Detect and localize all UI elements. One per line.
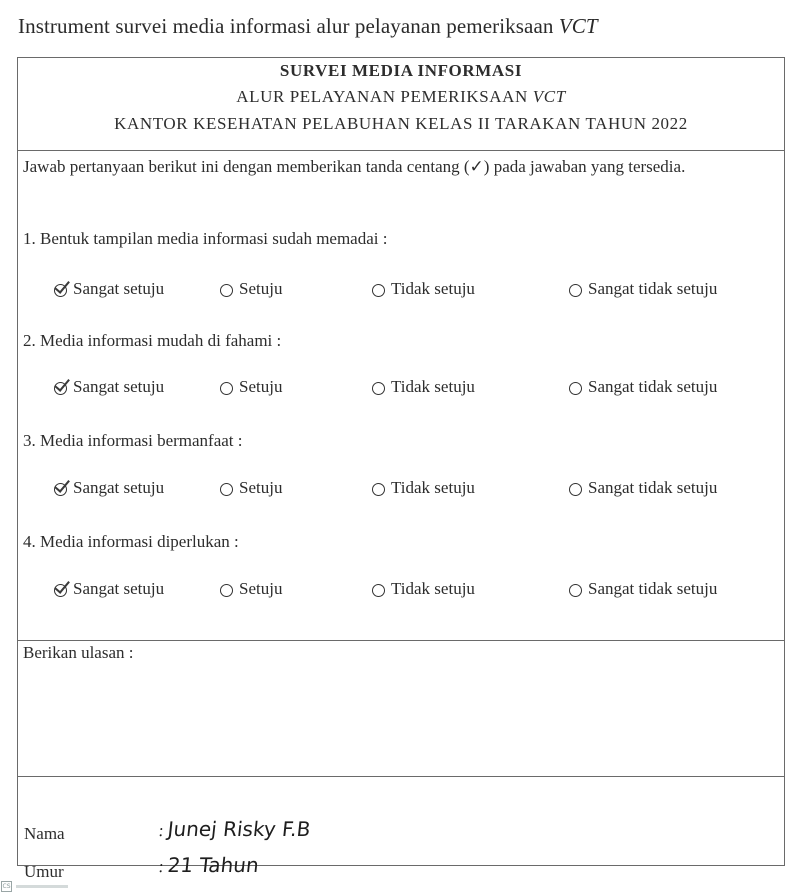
- question-label: 4. Media informasi diperlukan :: [23, 532, 239, 551]
- age-colon: :: [157, 857, 165, 876]
- answer-options: [18, 279, 784, 305]
- age-value: 21 Tahun: [166, 853, 260, 877]
- form-office: KANTOR KESEHATAN PELABUHAN KELAS II TARAKAN TAHUN 2022: [114, 114, 688, 133]
- name-colon: :: [157, 821, 165, 840]
- answer-option-label: Sangat setuju: [73, 579, 165, 598]
- form-subtitle-italic: VCT: [532, 87, 566, 106]
- name-value: Junej Risky F.B: [166, 817, 312, 841]
- checked-circle-icon[interactable]: [54, 382, 67, 395]
- answer-option[interactable]: [569, 579, 717, 599]
- circle-icon[interactable]: [569, 382, 582, 395]
- instruction-text: Jawab pertanyaan berikut ini dengan memberikan tanda centang (✓) pada jawaban yang tersedia.: [23, 157, 686, 176]
- form-subtitle-text: ALUR PELAYANAN PEMERIKSAAN: [236, 87, 528, 106]
- checked-circle-icon[interactable]: [54, 483, 67, 496]
- circle-icon[interactable]: [372, 284, 385, 297]
- answer-option[interactable]: [220, 478, 282, 498]
- answer-option[interactable]: [220, 579, 282, 599]
- checked-circle-icon[interactable]: [54, 284, 67, 297]
- answer-options: [18, 377, 784, 403]
- answer-option[interactable]: [372, 377, 475, 397]
- circle-icon[interactable]: [569, 584, 582, 597]
- answer-option-label: Tidak setuju: [391, 279, 475, 298]
- circle-icon[interactable]: [569, 483, 582, 496]
- age-label: Umur: [24, 862, 64, 881]
- circle-icon[interactable]: [220, 382, 233, 395]
- answer-option[interactable]: [372, 478, 475, 498]
- answer-option[interactable]: [372, 579, 475, 599]
- checked-circle-icon[interactable]: [54, 584, 67, 597]
- answer-option-label: Sangat setuju: [73, 377, 165, 396]
- review-section: [18, 640, 784, 777]
- answer-option[interactable]: [569, 377, 717, 397]
- answer-option-label: Setuju: [239, 279, 283, 298]
- scanner-watermark: [1, 881, 73, 891]
- question-label: 2. Media informasi mudah di fahami :: [23, 331, 282, 350]
- form-header: [18, 58, 784, 151]
- review-label: Berikan ulasan :: [23, 643, 134, 662]
- scanner-text-bar: [16, 885, 68, 888]
- answer-option-label: Sangat tidak setuju: [588, 279, 718, 298]
- answer-option-label: Sangat setuju: [73, 279, 165, 298]
- circle-icon[interactable]: [220, 584, 233, 597]
- name-value-wrapper: [158, 817, 312, 841]
- answer-options: [18, 579, 784, 605]
- answer-option[interactable]: [569, 478, 717, 498]
- scanner-logo-icon: CS: [2, 882, 11, 890]
- heading-text: Instrument survei media informasi alur pelayanan pemeriksaan: [18, 14, 554, 38]
- answer-option[interactable]: [54, 279, 164, 299]
- answer-option-label: Tidak setuju: [391, 478, 475, 497]
- answer-option-label: Setuju: [239, 377, 283, 396]
- answer-option[interactable]: [220, 377, 282, 397]
- answer-option-label: Sangat setuju: [73, 478, 165, 497]
- circle-icon[interactable]: [569, 284, 582, 297]
- answer-option-label: Setuju: [239, 579, 283, 598]
- form-title: SURVEI MEDIA INFORMASI: [279, 61, 523, 80]
- document-heading: [18, 14, 598, 39]
- name-label: Nama: [24, 824, 65, 843]
- survey-form: [17, 57, 785, 881]
- circle-icon[interactable]: [372, 483, 385, 496]
- circle-icon[interactable]: [372, 584, 385, 597]
- circle-icon[interactable]: [372, 382, 385, 395]
- question-label: 3. Media informasi bermanfaat :: [23, 431, 243, 450]
- answer-option[interactable]: [569, 279, 717, 299]
- answer-option-label: Setuju: [239, 478, 283, 497]
- answer-option-label: Sangat tidak setuju: [588, 579, 718, 598]
- heading-italic: VCT: [558, 14, 598, 38]
- circle-icon[interactable]: [220, 483, 233, 496]
- form-subtitle: [18, 87, 784, 107]
- answer-option-label: Tidak setuju: [391, 377, 475, 396]
- answer-option[interactable]: [220, 279, 282, 299]
- answer-option-label: Sangat tidak setuju: [588, 478, 718, 497]
- circle-icon[interactable]: [220, 284, 233, 297]
- answer-option[interactable]: [54, 579, 164, 599]
- question-label: 1. Bentuk tampilan media informasi sudah memadai :: [23, 229, 388, 248]
- answer-option[interactable]: [372, 279, 475, 299]
- answer-option-label: Tidak setuju: [391, 579, 475, 598]
- answer-option[interactable]: [54, 478, 164, 498]
- age-value-wrapper: [158, 853, 260, 877]
- answer-option[interactable]: [54, 377, 164, 397]
- answer-options: [18, 478, 784, 504]
- answer-option-label: Sangat tidak setuju: [588, 377, 718, 396]
